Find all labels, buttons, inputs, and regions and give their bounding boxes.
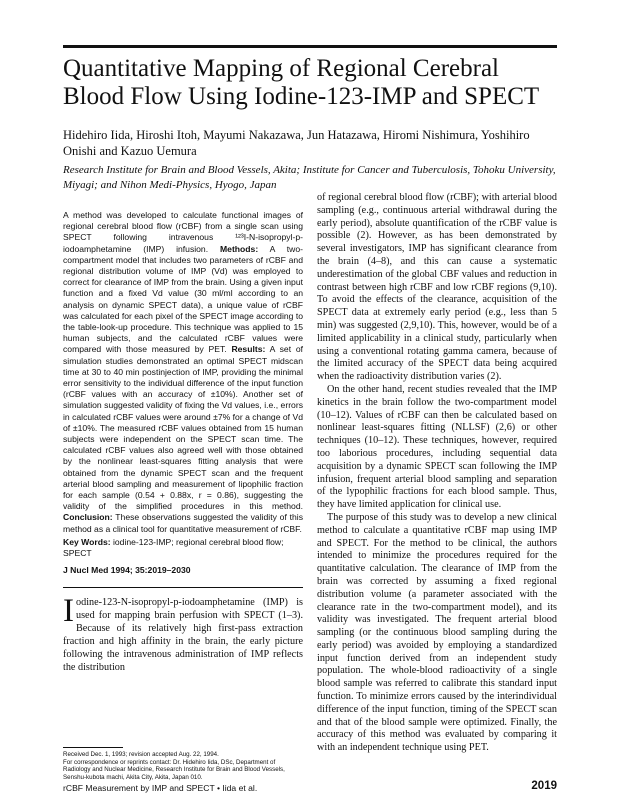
received-note: Received Dec. 1, 1993; revision accepted Aug. 22, 1994. bbox=[63, 751, 219, 758]
conclusion-label: Conclusion: bbox=[63, 512, 113, 523]
author-list: Hidehiro Iida, Hiroshi Itoh, Mayumi Nakazawa, Jun Hatazawa, Hiromi Nishimura, Yoshihiro Onishi and Kazuo Uemura bbox=[63, 128, 530, 158]
footnotes bbox=[63, 751, 303, 781]
body-paragraph: On the other hand, recent studies revealed that the IMP kinetics in the brain follow the two-compartment model (10–12). Values of rCBF can then be calculated based on nonlinear least-squares fitting (NLLSF) (2,6) or other techniques (10–12). These techniques, however, required too laborious procedures, including sequential data acquisition by a dynamic SPECT scan following the IMP infusion, frequent arterial blood sampling and separation of the lypophilic fractions for each blood sample. Thus, they have limited application for clinical use. bbox=[317, 383, 557, 511]
article-title: Quantitative Mapping of Regional Cerebral Blood Flow Using Iodine-123-IMP and SPECT bbox=[63, 55, 540, 110]
intro-paragraph bbox=[63, 593, 303, 674]
abstract bbox=[63, 210, 303, 535]
abstract-methods: A two-compartment model that includes two parameters of rCBF and regional distribution volume of IMP (Vd) was employed to correct for clearance of IMP from the brain. Using a given input function and a fixed Vd value (30 ml/ml according to an analysis on dynamic SPECT data), a unique value of rCBF was calculated for each pixel of the SPECT image according to the table-look-up procedure. This technique was applied to 15 human subjects, and the calculated rCBF values were compared with those measured by PET. bbox=[63, 243, 304, 355]
body-paragraph: of regional cerebral blood flow (rCBF); with arterial blood sampling (e.g., continuous arterial withdrawal during the early period), absolute quantification of the rCBF value is possible (2). However, as has been demonstrated by several investigators, IMP has significant clearance from the brain (4–8), and this can cause a systematic underestimation of the global CBF values and reduction in contrast between high rCBF and low rCBF regions (9,10). To avoid the effects of the clearance, acquisition of the SPECT data at extremely early period (e.g., less than 5 min) was suggested (2,9,10). This, however, would be of a limited applicability in a clinical study, particularly when using a conventional rotating gamma camera, because of the limited accuracy of the SPECT data being acquired when the radioactivity distribution varies (2). bbox=[317, 192, 557, 383]
results-label: Results: bbox=[231, 344, 266, 355]
abstract-divider bbox=[63, 587, 303, 588]
journal-citation: J Nucl Med 1994; 35:2019–2030 bbox=[63, 565, 191, 575]
body-paragraph: The purpose of this study was to develop a new clinical method to calculate a quantitative rCBF map using IMP and SPECT. For the method to be clinical, the authors intended to minimize the procedures required for the quantitative calculation. The clearance of IMP from the brain was corrected by assuming a fixed regional distribution volume (a parameter associated with the clearance rate in the two-compartment model), and its validity was investigated. The frequent arterial blood sampling (or the continuous blood sampling during the early period) was avoided by employing a standardized input function derived from an independent study population. The whole-blood radioactivity of a single blood sample was referred to calibrate this standard input function. To minimize errors caused by the interindividual difference of the input function, timing of the SPECT scan and that of the blood sample were optimized. Finally, the accuracy of this method was evaluated by comparing it with an independent technique using PET. bbox=[317, 511, 557, 754]
correspondence-note: For correspondence or reprints contact: Dr. Hidehiro Iida, DSc, Department of Radiology and Nuclear Medicine, Research Institute for Brain and Blood Vessels, Senshu-kubota machi, Akita City, Akita, Japan 010. bbox=[63, 758, 285, 781]
keywords bbox=[63, 537, 303, 559]
right-column bbox=[317, 192, 557, 755]
abstract-conclusion: These observations suggested the validity of this method as a clinical tool for quantitative measurement of rCBF. bbox=[63, 512, 304, 534]
footnote-divider bbox=[63, 747, 123, 748]
abstract-intro: A method was developed to calculate functional images of regional cerebral blood flow (rCBF) from a single scan using SPECT following intravenous ¹²³I-N-isopropyl-p-iodoamphetamine (IMP) infusion. bbox=[63, 210, 303, 254]
top-rule bbox=[63, 45, 557, 48]
intro-text: odine-123-N-isopropyl-p-iodoamphetamine (IMP) is used for mapping brain perfusion with SPECT (1–3). Because of its relatively high first-pass extraction fraction and high affinity in the brain, the early picture following the intravenous administration of IMP reflects the distribution bbox=[63, 597, 303, 673]
page-number: 2019 bbox=[531, 780, 557, 792]
affiliations: Research Institute for Brain and Blood Vessels, Akita; Institute for Cancer and Tuberculosis, Tohoku University, Miyagi; and Nihon Medi-Physics, Hyogo, Japan bbox=[63, 164, 556, 191]
drop-cap: I bbox=[63, 593, 74, 629]
running-footer: rCBF Measurement by IMP and SPECT • Iida et al. bbox=[63, 783, 258, 793]
keywords-text: iodine-123-IMP; regional cerebral blood flow; SPECT bbox=[63, 537, 284, 559]
methods-label: Methods: bbox=[220, 243, 259, 254]
abstract-results: A set of simulation studies demonstrated an optimal SPECT midscan time at 30 to 40 min postinjection of IMP, providing the minimal error sensitivity to the individual difference of the input function (rCBF values with an accuracy of ±10%). Another set of simulation suggested validity of fixing the Vd values, i.e., errors in calculated rCBF values were around ±7% for a change of Vd of ±10%. The measured rCBF values obtained from 15 human subjects were independent on the SPECT scan time. The calculated rCBF values also agreed well with those obtained by the nonlinear least-squares fitting analysis that were obtained from the dynamic SPECT scan and the frequent arterial blood sampling and measurement of lipophilic fraction for each sample (0.54 + 0.88x, r = 0.86), suggesting the validity of the simplified procedures in this method. bbox=[63, 344, 304, 512]
keywords-label: Key Words: bbox=[63, 537, 111, 547]
